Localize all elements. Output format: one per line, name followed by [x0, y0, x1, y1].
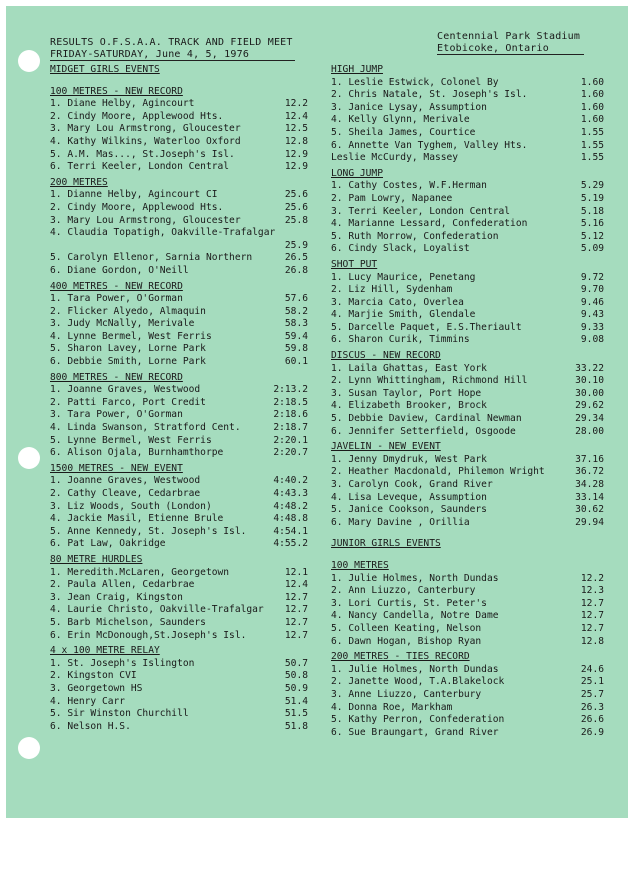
athlete-name: 5. Darcelle Paquet, E.S.Theriault — [331, 321, 522, 333]
result-mark: 2:18.5 — [273, 396, 308, 408]
result-row — [50, 567, 308, 580]
athlete-name: 5. Anne Kennedy, St. Joseph's Isl. — [50, 525, 247, 537]
venue-name: Centennial Park Stadium — [437, 31, 581, 42]
result-row — [50, 240, 308, 253]
event-title: DISCUS - NEW RECORD — [331, 350, 441, 362]
result-row — [50, 435, 308, 448]
result-mark: 4:55.2 — [273, 538, 308, 550]
result-row — [50, 617, 308, 630]
result-row — [50, 708, 308, 721]
result-row — [331, 504, 604, 517]
athlete-name: 2. Lynn Whittingham, Richmond Hill — [331, 375, 528, 387]
result-mark: 59.8 — [284, 343, 308, 355]
athlete-name: 4. Jackie Masil, Etienne Brule — [50, 513, 224, 525]
result-mark: 2:20.7 — [273, 447, 308, 459]
result-row — [331, 388, 604, 401]
athlete-name: 3. Marcia Cato, Overlea — [331, 296, 464, 308]
result-mark: 50.9 — [284, 682, 308, 694]
athlete-name: 3. Terri Keeler, London Central — [331, 205, 511, 217]
athlete-name: 5. Ruth Morrow, Confederation — [331, 230, 499, 242]
punch-hole — [18, 447, 40, 469]
result-row — [331, 689, 604, 702]
event-title: SHOT PUT — [331, 258, 378, 270]
result-mark: 12.2 — [284, 98, 308, 110]
athlete-name: 4. Nancy Candella, Notre Dame — [331, 610, 499, 622]
venue-header — [437, 31, 580, 55]
result-row — [331, 180, 604, 193]
result-mark: 37.16 — [575, 453, 604, 465]
result-row — [331, 140, 604, 153]
result-row — [331, 363, 604, 376]
athlete-name: 5. Janice Cookson, Saunders — [331, 504, 487, 516]
result-mark: 12.2 — [580, 572, 604, 584]
athlete-name: 6. Dawn Hogan, Bishop Ryan — [331, 635, 482, 647]
result-mark: 12.4 — [284, 110, 308, 122]
result-row — [50, 343, 308, 356]
athlete-name: 3. Carolyn Cook, Grand River — [331, 479, 493, 490]
result-mark: 24.6 — [580, 663, 604, 675]
athlete-name: 3. Georgetown HS — [50, 682, 143, 694]
athlete-name: 4. Laurie Christo, Oakville-Trafalgar — [50, 604, 264, 616]
result-row — [50, 670, 308, 683]
athlete-name: 2. Patti Farco, Port Credit — [50, 396, 206, 408]
athlete-name: 3. Jean Craig, Kingston — [50, 591, 183, 603]
result-row — [50, 604, 308, 617]
result-mark: 33.22 — [575, 362, 604, 374]
result-mark: 29.62 — [575, 400, 604, 412]
result-mark: 59.4 — [284, 330, 308, 342]
result-mark: 60.1 — [284, 356, 308, 368]
athlete-name: 1. Julie Holmes, North Dundas — [331, 663, 499, 675]
result-row — [331, 231, 604, 244]
athlete-name: 1. Joanne Graves, Westwood — [50, 475, 201, 487]
athlete-name: 5. Kathy Perron, Confederation — [331, 714, 505, 726]
athlete-name: 1. Joanne Graves, Westwood — [50, 384, 201, 396]
athlete-name: 3. Judy McNally, Merivale — [50, 318, 195, 330]
result-row — [331, 479, 604, 492]
result-row — [50, 161, 308, 174]
result-row — [50, 318, 308, 331]
result-mark: 12.9 — [284, 148, 308, 160]
athlete-name: 4. Lynne Bermel, West Ferris — [50, 330, 212, 342]
meet-dates: FRIDAY-SATURDAY, June 4, 5, 1976 — [50, 49, 250, 60]
athlete-name: 6. Alison Ojala, Burnhamthorpe — [50, 447, 224, 459]
result-row — [50, 202, 308, 215]
event-title: 400 METRES - NEW RECORD — [50, 280, 183, 292]
result-row — [331, 573, 604, 586]
result-mark: 12.8 — [284, 135, 308, 147]
result-mark: 26.9 — [580, 726, 604, 738]
result-mark: 2:18.7 — [273, 422, 308, 434]
result-row — [331, 400, 604, 413]
result-mark: 1.55 — [580, 126, 604, 138]
event-title: MIDGET GIRLS EVENTS — [50, 64, 160, 75]
result-mark: 9.08 — [580, 334, 604, 346]
athlete-name: 4. Lisa Leveque, Assumption — [331, 491, 487, 503]
result-mark: 50.8 — [284, 670, 308, 682]
athlete-name: 1. St. Joseph's Islington — [50, 657, 195, 669]
result-row — [331, 206, 604, 219]
event-title: 100 METRES — [331, 559, 389, 571]
result-mark: 1.60 — [580, 114, 604, 126]
result-row — [50, 123, 308, 136]
athlete-name: 5. Sir Winston Churchill — [50, 708, 189, 720]
event-title: 200 METRES — [50, 176, 108, 188]
athlete-name: 5. Colleen Keating, Nelson — [331, 622, 482, 634]
athlete-name: 3. Anne Liuzzo, Canterbury — [331, 688, 482, 700]
right-results-column — [331, 64, 604, 739]
athlete-name: 4. Henry Carr — [50, 695, 126, 707]
athlete-name: 4. Marjie Smith, Glendale — [331, 309, 476, 321]
result-mark: 4:40.2 — [273, 475, 308, 487]
result-mark: 12.7 — [580, 597, 604, 609]
result-row — [331, 89, 604, 102]
athlete-name: 1. Julie Holmes, North Dundas — [331, 572, 499, 584]
result-mark: 2:20.1 — [273, 434, 308, 446]
athlete-name: 3. Tara Power, O'Gorman — [50, 409, 183, 421]
result-mark: 9.72 — [580, 271, 604, 283]
result-mark: 4:48.2 — [273, 500, 308, 512]
result-mark: 25.9 — [284, 239, 308, 251]
result-mark: 25.6 — [284, 189, 308, 201]
athlete-name: 6. Sue Braungart, Grand River — [331, 726, 499, 738]
athlete-name: 5. Sheila James, Courtice — [331, 126, 476, 138]
result-row — [331, 375, 604, 388]
result-row — [50, 683, 308, 696]
event-title: 800 METRES - NEW RECORD — [50, 371, 183, 383]
result-mark: 4:54.1 — [273, 525, 308, 537]
result-mark: 25.7 — [580, 688, 604, 700]
result-mark: 1.55 — [580, 139, 604, 151]
result-row — [50, 265, 308, 278]
result-mark: 1.60 — [580, 76, 604, 88]
result-mark: 12.7 — [284, 591, 308, 603]
athlete-name: 5. Carolyn Ellenor, Sarnia Northern — [50, 252, 253, 264]
athlete-name: 5. Debbie Daview, Cardinal Newman — [331, 413, 522, 425]
result-mark: 4:48.8 — [273, 513, 308, 525]
athlete-name: 1. Laila Ghattas, East York — [331, 362, 487, 374]
result-row — [50, 227, 308, 240]
result-mark: 12.4 — [284, 579, 308, 591]
athlete-name: 1. Meredith.McLaren, Georgetown — [50, 566, 230, 578]
athlete-name: 6. Pat Law, Oakridge — [50, 538, 166, 550]
result-mark: 9.46 — [580, 296, 604, 308]
athlete-name: 1. Leslie Estwick, Colonel By — [331, 76, 499, 88]
result-mark: 12.5 — [284, 123, 308, 135]
athlete-name: 1. Jenny Dmydruk, West Park — [331, 453, 487, 465]
result-row — [331, 702, 604, 715]
athlete-name: 6. Sharon Curik, Timmins — [331, 334, 470, 346]
result-mark: 1.55 — [580, 152, 604, 164]
athlete-name: 6. Mary Davine , Orillia — [331, 516, 470, 528]
athlete-name: 1. Tara Power, O'Gorman — [50, 293, 183, 305]
event-title: HIGH JUMP — [331, 64, 383, 75]
result-row — [331, 492, 604, 505]
athlete-name: 6. Erin McDonough,St.Joseph's Isl. — [50, 629, 247, 641]
result-row — [331, 664, 604, 677]
result-mark: 12.7 — [284, 604, 308, 616]
result-mark: 57.6 — [284, 293, 308, 305]
athlete-name: 4. Elizabeth Brooker, Brock — [331, 400, 487, 412]
result-row — [50, 592, 308, 605]
result-mark: 29.34 — [575, 413, 604, 425]
result-mark: 36.72 — [575, 466, 604, 478]
result-mark: 1.60 — [580, 101, 604, 113]
result-row — [331, 127, 604, 140]
result-row — [331, 676, 604, 689]
result-mark: 5.09 — [580, 243, 604, 255]
athlete-name: 6. Annette Van Tyghem, Valley Hts. — [331, 139, 528, 151]
athlete-name: 2. Flicker Alyedo, Almaquin — [50, 305, 206, 317]
result-row — [50, 488, 308, 501]
result-mark: 30.10 — [575, 375, 604, 387]
result-row — [50, 111, 308, 124]
result-row — [50, 721, 308, 734]
result-row — [331, 77, 604, 90]
result-mark: 58.2 — [284, 305, 308, 317]
athlete-name: 1. Lucy Maurice, Penetang — [331, 271, 476, 283]
result-mark: 51.8 — [284, 720, 308, 732]
result-mark: 30.62 — [575, 504, 604, 516]
left-results-column — [50, 64, 308, 733]
result-mark: 25.6 — [284, 201, 308, 213]
result-row — [50, 538, 308, 551]
athlete-name: 2. Cathy Cleave, Cedarbrae — [50, 488, 201, 499]
athlete-name: 6. Debbie Smith, Lorne Park — [50, 356, 206, 368]
result-mark: 5.29 — [580, 180, 604, 192]
result-row — [50, 409, 308, 422]
result-mark: 5.16 — [580, 218, 604, 230]
result-row — [331, 272, 604, 285]
event-title: JUNIOR GIRLS EVENTS — [331, 538, 441, 550]
result-mark: 9.33 — [580, 321, 604, 333]
result-row — [50, 397, 308, 410]
result-row — [331, 309, 604, 322]
result-mark: 29.94 — [575, 516, 604, 528]
result-mark: 12.7 — [580, 610, 604, 622]
event-title: LONG JUMP — [331, 167, 383, 179]
result-mark: 2:18.6 — [273, 409, 308, 421]
result-row — [331, 152, 604, 165]
athlete-name: 2. Janette Wood, T.A.Blakelock — [331, 676, 505, 688]
result-row — [331, 426, 604, 439]
result-row — [331, 297, 604, 310]
result-row — [50, 501, 308, 514]
result-row — [331, 334, 604, 347]
athlete-name: 2. Heather Macdonald, Philemon Wright — [331, 466, 545, 478]
result-mark: 28.00 — [575, 425, 604, 437]
result-mark: 51.5 — [284, 708, 308, 720]
athlete-name: 5. Sharon Lavey, Lorne Park — [50, 343, 206, 355]
athlete-name: 5. A.M. Mas..., St.Joseph's Isl. — [50, 148, 235, 160]
result-row — [50, 579, 308, 592]
result-mark: 30.00 — [575, 387, 604, 399]
result-row — [331, 585, 604, 598]
result-row — [331, 610, 604, 623]
athlete-name: 6. Cindy Slack, Loyalist — [331, 243, 470, 255]
result-mark: 51.4 — [284, 695, 308, 707]
result-row — [331, 193, 604, 206]
result-row — [50, 384, 308, 397]
result-row — [331, 517, 604, 530]
meet-header — [50, 37, 293, 61]
result-row — [331, 284, 604, 297]
result-row — [331, 218, 604, 231]
result-mark: 58.3 — [284, 318, 308, 330]
result-mark: 2:13.2 — [273, 384, 308, 396]
result-row — [50, 189, 308, 202]
result-mark: 9.43 — [580, 309, 604, 321]
result-row — [331, 727, 604, 740]
athlete-name: 3. Janice Lysay, Assumption — [331, 101, 487, 113]
event-title: 80 METRE HURDLES — [50, 553, 143, 565]
athlete-name: 2. Pam Lowry, Napanee — [331, 192, 453, 204]
event-title: 1500 METRES - NEW EVENT — [50, 462, 183, 474]
result-row — [50, 136, 308, 149]
athlete-name: 6. Jennifer Setterfield, Osgoode — [331, 425, 516, 437]
athlete-name: 4. Kelly Glynn, Merivale — [331, 114, 470, 126]
athlete-name: Leslie McCurdy, Massey — [331, 152, 459, 164]
result-row — [50, 513, 308, 526]
result-mark: 5.18 — [580, 205, 604, 217]
athlete-name: 2. Cindy Moore, Applewood Hts. — [50, 110, 224, 122]
athlete-name: 1. Diane Helby, Agincourt — [50, 98, 195, 110]
punch-hole — [18, 737, 40, 759]
result-row — [50, 149, 308, 162]
punch-hole — [18, 50, 40, 72]
result-mark: 26.5 — [284, 252, 308, 264]
meet-title: RESULTS O.F.S.A.A. TRACK AND FIELD MEET — [50, 37, 293, 48]
result-row — [50, 526, 308, 539]
result-mark: 4:43.3 — [273, 488, 308, 499]
result-row — [50, 215, 308, 228]
result-mark: 33.14 — [575, 491, 604, 503]
result-mark: 5.12 — [580, 230, 604, 242]
athlete-name: 2. Paula Allen, Cedarbrae — [50, 579, 195, 591]
athlete-name: 2. Kingston CVI — [50, 670, 137, 682]
result-mark: 26.8 — [284, 264, 308, 276]
result-mark: 12.7 — [284, 616, 308, 628]
result-row — [331, 102, 604, 115]
event-title: 100 METRES - NEW RECORD — [50, 85, 183, 97]
athlete-name: 6. Nelson H.S. — [50, 720, 131, 732]
result-row — [331, 243, 604, 256]
result-row — [50, 475, 308, 488]
result-row — [50, 252, 308, 265]
result-mark: 12.3 — [580, 585, 604, 597]
result-row — [331, 466, 604, 479]
athlete-name: 4. Linda Swanson, Stratford Cent. — [50, 422, 241, 434]
athlete-name: 3. Mary Lou Armstrong, Gloucester — [50, 123, 241, 135]
athlete-name: 2. Ann Liuzzo, Canterbury — [331, 585, 476, 597]
result-mark: 5.19 — [580, 192, 604, 204]
result-row — [50, 630, 308, 643]
result-mark: 1.60 — [580, 89, 604, 101]
result-row — [331, 714, 604, 727]
result-mark: 9.70 — [580, 284, 604, 296]
venue-city: Etobicoke, Ontario — [437, 43, 549, 54]
event-title: 200 METRES - TIES RECORD — [331, 651, 470, 663]
athlete-name: 3. Mary Lou Armstrong, Gloucester — [50, 214, 241, 226]
athlete-name: 1. Dianne Helby, Agincourt CI — [50, 189, 218, 201]
athlete-name: 6. Terri Keeler, London Central — [50, 161, 230, 173]
athlete-name: 2. Chris Natale, St. Joseph's Isl. — [331, 89, 528, 101]
result-row — [331, 413, 604, 426]
result-row — [50, 422, 308, 435]
result-row — [331, 322, 604, 335]
result-mark: 26.6 — [580, 714, 604, 726]
result-row — [50, 658, 308, 671]
result-row — [50, 331, 308, 344]
athlete-name: 5. Barb Michelson, Saunders — [50, 616, 206, 628]
header-rule — [50, 60, 295, 61]
athlete-name: 3. Liz Woods, South (London) — [50, 500, 212, 512]
athlete-name: 5. Lynne Bermel, West Ferris — [50, 434, 212, 446]
result-mark: 12.9 — [284, 161, 308, 173]
result-mark: 25.1 — [580, 676, 604, 688]
result-row — [331, 454, 604, 467]
athlete-name: 2. Cindy Moore, Applewood Hts. — [50, 201, 224, 213]
result-row — [331, 636, 604, 649]
result-row — [50, 696, 308, 709]
result-mark: 12.8 — [580, 635, 604, 647]
athlete-name: 4. Kathy Wilkins, Waterloo Oxford — [50, 135, 241, 147]
athlete-name: 3. Susan Taylor, Port Hope — [331, 387, 482, 399]
result-row — [50, 293, 308, 306]
result-row — [331, 114, 604, 127]
result-mark: 12.7 — [580, 622, 604, 634]
result-row — [50, 98, 308, 111]
athlete-name: 2. Liz Hill, Sydenham — [331, 284, 453, 296]
athlete-name: 3. Lori Curtis, St. Peter's — [331, 597, 487, 609]
athlete-name: 4. Claudia Topatigh, Oakville-Trafalgar — [50, 227, 276, 239]
athlete-name: 1. Cathy Costes, W.F.Herman — [331, 180, 487, 192]
result-row — [50, 356, 308, 369]
athlete-name: 6. Diane Gordon, O'Neill — [50, 264, 189, 276]
event-title: JAVELIN - NEW EVENT — [331, 441, 441, 453]
result-row — [50, 447, 308, 460]
event-title: 4 x 100 METRE RELAY — [50, 645, 160, 657]
result-mark: 26.3 — [580, 701, 604, 713]
result-mark: 50.7 — [284, 657, 308, 669]
result-mark: 25.8 — [284, 214, 308, 226]
result-row — [331, 598, 604, 611]
athlete-name: 4. Donna Roe, Markham — [331, 701, 453, 713]
result-mark: 12.7 — [284, 629, 308, 641]
venue-rule — [437, 54, 584, 55]
result-mark: 34.28 — [575, 479, 604, 490]
athlete-name: 4. Marianne Lessard, Confederation — [331, 218, 528, 230]
result-row — [50, 306, 308, 319]
result-mark: 12.1 — [284, 566, 308, 578]
result-row — [331, 623, 604, 636]
